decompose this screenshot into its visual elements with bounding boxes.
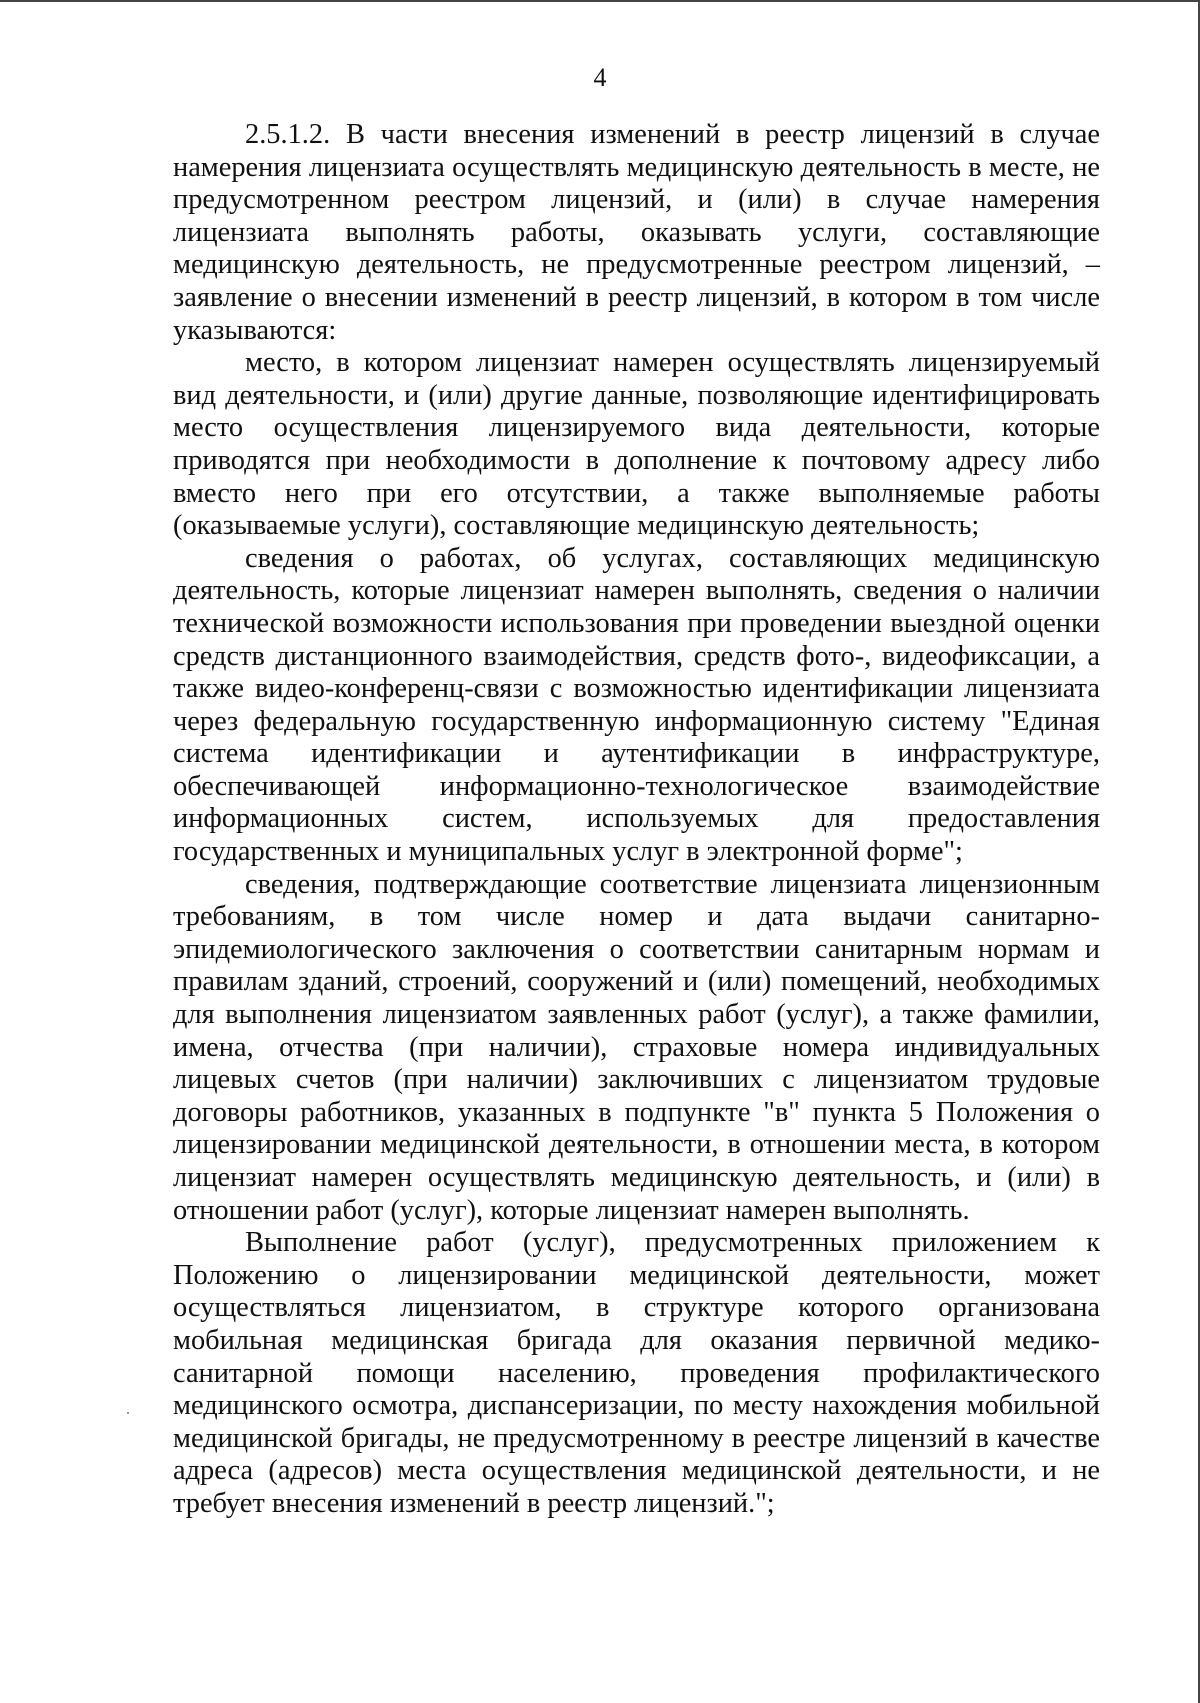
paragraph-works-services: сведения о работах, об услугах, составляющих медицинскую деятельность, которые лицензиат намерен выполнять, сведения о наличии технической возможности использования при проведении выездной оценки средств дистанционного взаимодействия, средств фото-, видеофиксации, а также видео-конференц-связи с возможностью идентификации лицензиата через федеральную государственную информационную систему "Единая система идентификации и аутентификации в инфраструктуре, обеспечивающей информационно-технологическое взаимодействие информационных систем, используемых для предоставления государственных и муниципальных услуг в электронной форме"; xyxy=(173,542,1100,868)
paragraph-place-of-activity: место, в котором лицензиат намерен осуществлять лицензируемый вид деятельности, и (или) другие данные, позволяющие идентифицировать место осуществления лицензируемого вида деятельности, которые приводятся при необходимости в дополнение к почтовому адресу либо вместо него при его отсутствии, а также выполняемые работы (оказываемые услуги), составляющие медицинскую деятельность; xyxy=(173,347,1100,542)
paragraph-compliance-info: сведения, подтверждающие соответствие лицензиата лицензионным требованиям, в том числе номер и дата выдачи санитарно-эпидемиологического заключения о соответствии санитарным нормам и правилам зданий, строений, сооружений и (или) помещений, необходимых для выполнения лицензиатом заявленных работ (услуг), а также фамилии, имена, отчества (при наличии), страховые номера индивидуальных лицевых счетов (при наличии) заключивших с лицензиатом трудовые договоры работников, указанных в подпункте "в" пункта 5 Положения о лицензировании медицинской деятельности, в отношении места, в котором лицензиат намерен осуществлять медицинскую деятельность, и (или) в отношении работ (услуг), которые лицензиат намерен выполнять. xyxy=(173,868,1100,1226)
page-edge-top xyxy=(0,0,1200,2)
paragraph-2-5-1-2: 2.5.1.2. В части внесения изменений в реестр лицензий в случае намерения лицензиата осуществлять медицинскую деятельность в месте, не предусмотренном реестром лицензий, и (или) в случае намерения лицензиата выполнять работы, оказывать услуги, составляющие медицинскую деятельность, не предусмотренные реестром лицензий, – заявление о внесении изменений в реестр лицензий, в котором в том числе указываются: xyxy=(173,119,1100,346)
scan-speck xyxy=(127,1412,129,1414)
paragraph-mobile-brigade: Выполнение работ (услуг), предусмотренных приложением к Положению о лицензировании медицинской деятельности, может осуществляться лицензиатом, в структуре которого организована мобильная медицинская бригада для оказания первичной медико-санитарной помощи населению, проведения профилактического медицинского осмотра, диспансеризации, по месту нахождения мобильной медицинской бригады, не предусмотренному в реестре лицензий в качестве адреса (адресов) места осуществления медицинской деятельности, и не требует внесения изменений в реестр лицензий."; xyxy=(173,1227,1100,1519)
document-body xyxy=(173,119,1100,1521)
page-number: 4 xyxy=(593,63,607,92)
